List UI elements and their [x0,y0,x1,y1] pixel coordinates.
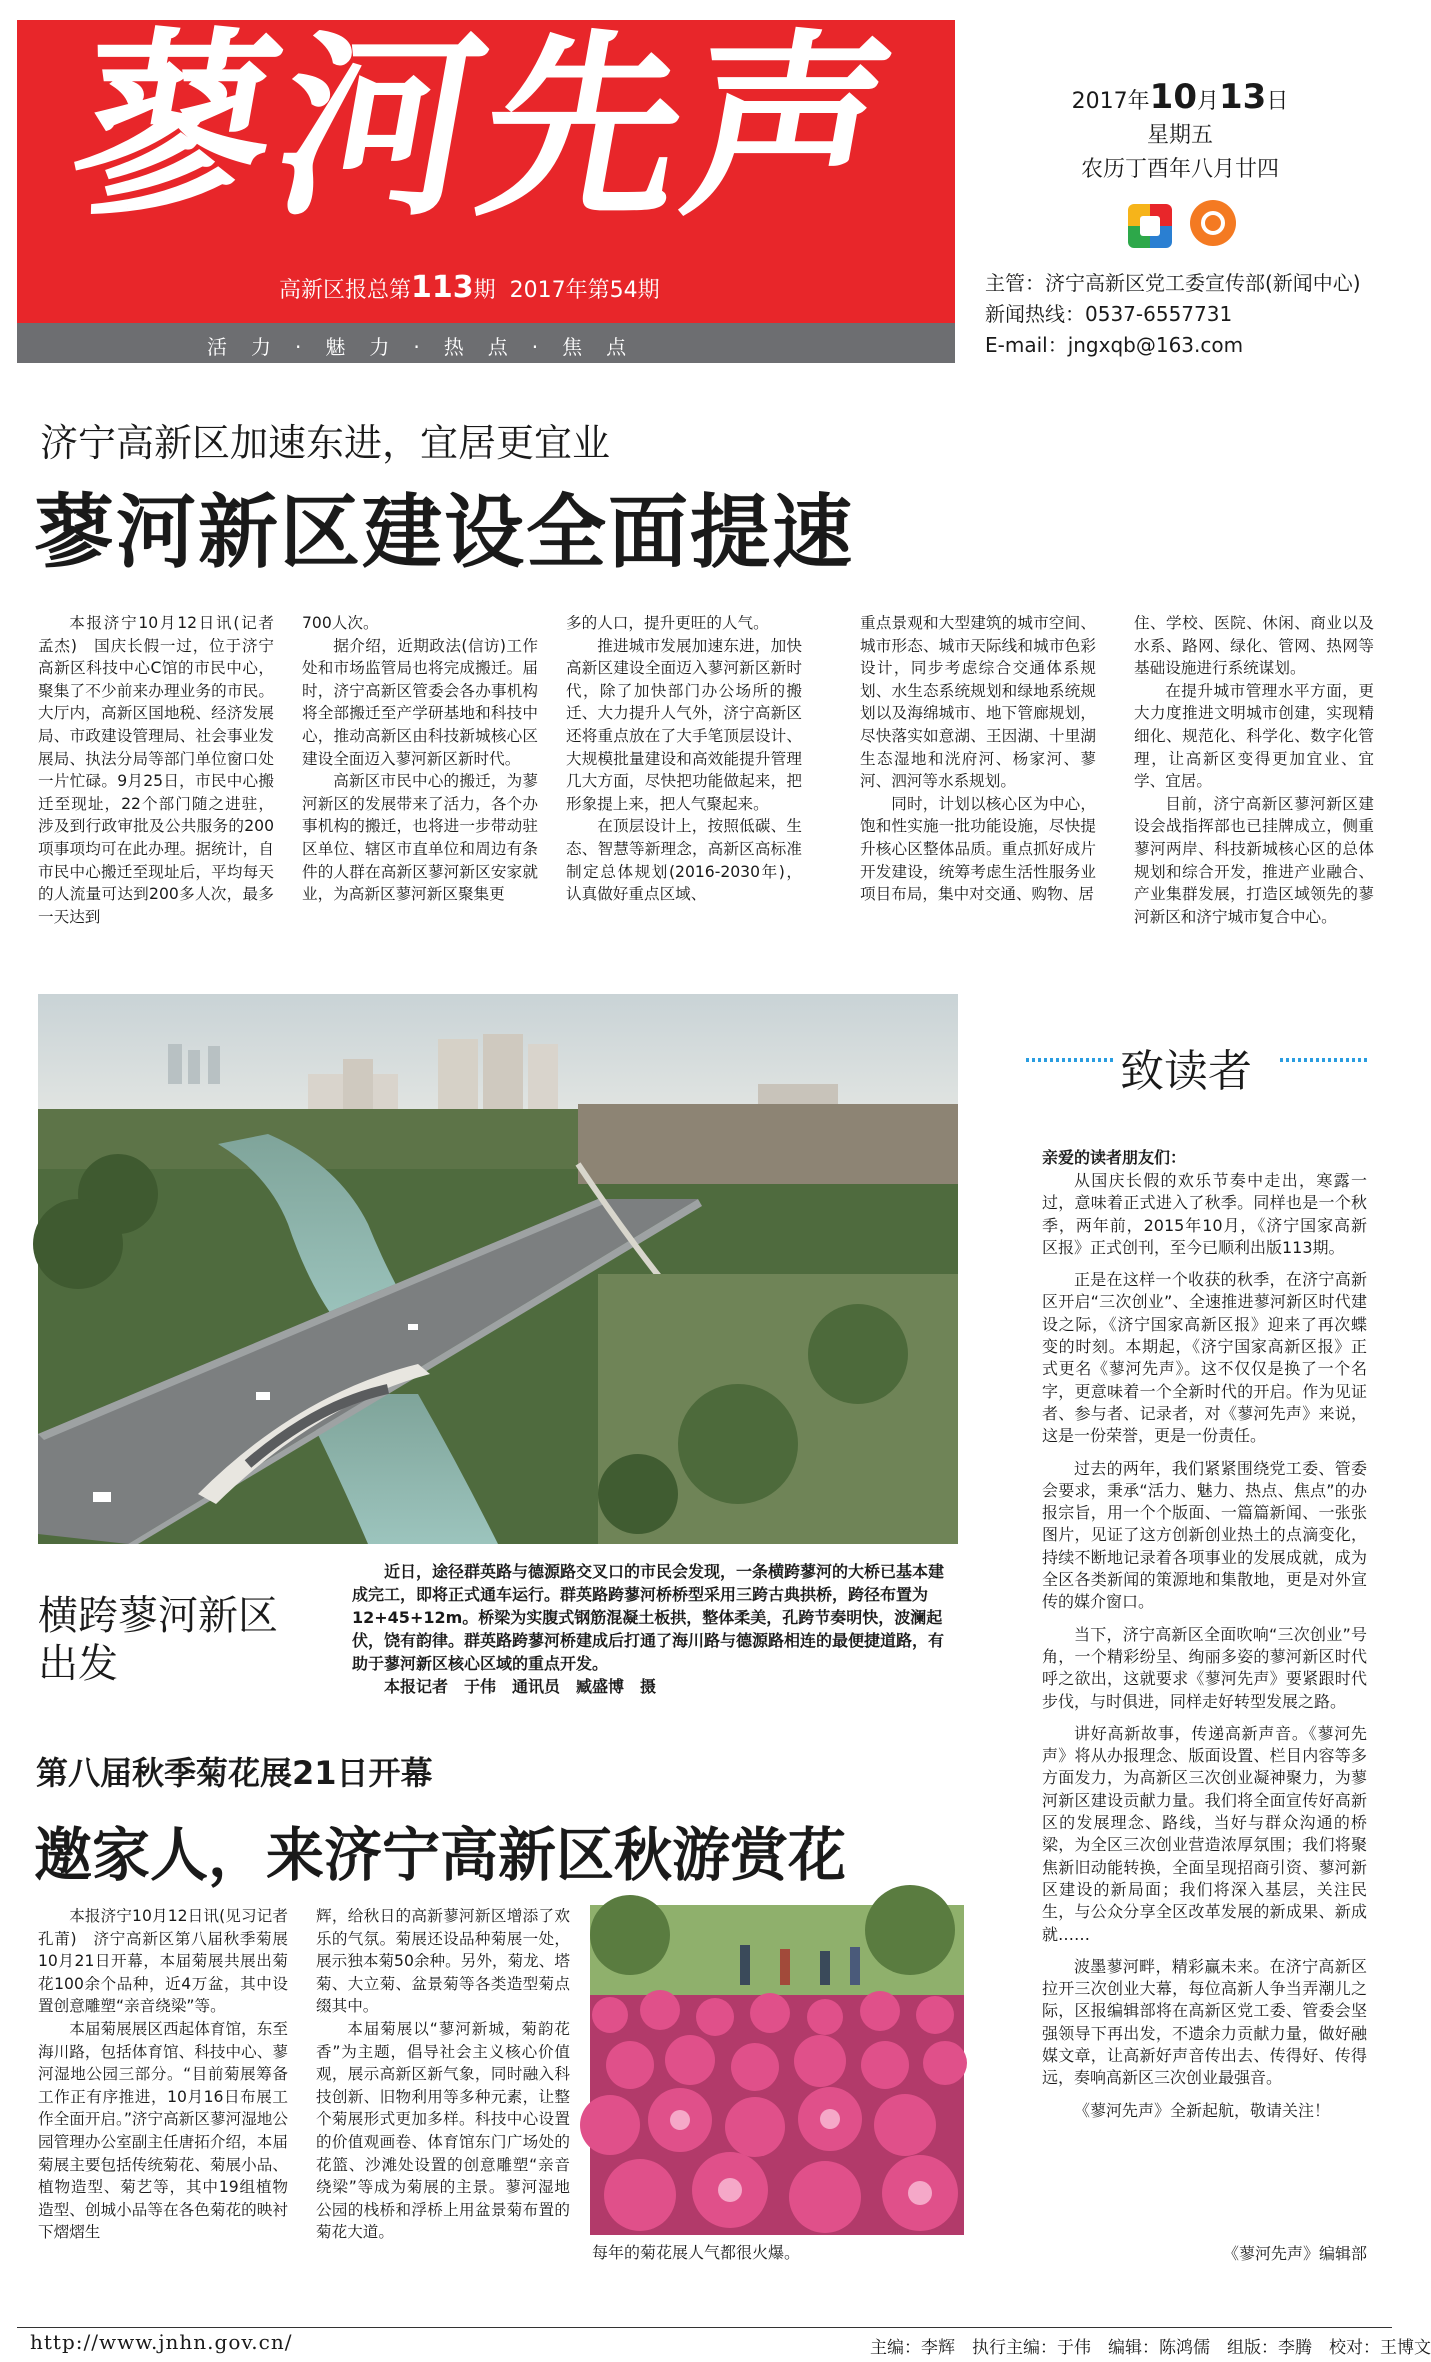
date-day-unit: 日 [1266,89,1289,114]
chrysanthemum-photo [590,1905,964,2235]
to-readers-greeting: 亲爱的读者朋友们： [1042,1148,1187,1167]
date-line [990,77,1370,119]
date-year: 2017年 [1071,89,1150,114]
sponsor: 主管：济宁高新区党工委宣传部(新闻中心) [985,271,1361,295]
issue-prefix: 高新区报总第 [279,278,412,303]
bridge-photo-credit: 本报记者 于伟 通讯员 臧盛博 摄 [384,1677,657,1696]
to-readers-p1: 从国庆长假的欢乐节奏中走出，寒露一过，意味着正式进入了秋季。同样也是一个秋季，两年前，2015年10月，《济宁国家高新区报》正式创刊，至今已顺利出版113期。 [1042,1171,1367,1257]
issue-number: 113 [411,270,474,305]
to-readers-p3: 过去的两年，我们紧紧围绕党工委、管委会要求，秉承“活力、魅力、热点、焦点”的办报宗旨，用一个个版面、一篇篇新闻、一张张图片，见证了这方创新创业热土的点滴变化，持续不断地记录着各项事业的发展成就，成为全区各类新闻的策源地和集散地，更是对外宣传的媒介窗口。 [1042,1458,1367,1612]
weekday: 星期五 [1146,123,1213,148]
lead-col2-text-a: 700人次。 [302,614,379,632]
masthead [17,10,955,363]
to-readers-p6: 波墨蓼河畔，精彩赢未来。在济宁高新区拉开三次创业大幕，每位高新人争当弄潮儿之际，区报编辑部将在高新区党工委、管委会坚强领导下再出发，不遗余力贡献力量，做好融媒文章，让高新好声音传出去、传得好、传得远，奏响高新区三次创业最强音。 [1042,1956,1367,2088]
lead-col2-text-c: 高新区市民中心的搬迁，为蓼河新区的发展带来了活力，各个办事机构的搬迁，也将进一步带动驻区单位、辖区市直单位和周边有条件的人群在高新区蓼河新区安家就业，为高新区蓼河新区聚集更 [302,772,538,904]
reader-title-dots-right [1280,1058,1370,1062]
lead-col2-text-b: 据介绍，近期政法(信访)工作处和市场监管局也将完成搬迁。届时，济宁高新区管委会各办事机构将全部搬迁至产学研基地和科技中心，推动高新区由科技新城核心区建设全面迈入蓼河新区新时代。 [302,636,538,768]
chrysanthemum-photo-art [590,1905,964,2235]
second-col1-text-b: 本届菊展展区西起体育馆，东至海川路，包括体育馆、科技中心、蓼河湿地公园三部分。“目前菊展筹备工作正有序推进，10月16日布展工作全面开启。”济宁高新区蓼河湿地公园管理办公室副主任唐拓介绍，本届菊展主要包括传统菊花、菊展小品、植物造型、菊艺等，其中19组植物造型、创城小品等在各色菊花的映衬下熠熠生 [38,2019,288,2242]
issue-suffix: 期 [473,278,496,303]
lead-col4-text-b: 同时，计划以核心区为中心，饱和性实施一批功能设施，尽快提升核心区整体品质。重点抓好成片开发建设，统筹考虑生活性服务业项目布局，集中对交通、购物、居 [860,794,1096,904]
second-headline: 邀家人，来济宁高新区秋游赏花 [34,1821,847,1889]
footer-website-link[interactable]: http://www.jnhn.gov.cn/ [30,2330,293,2354]
to-readers-p4: 当下，济宁高新区全面吹响“三次创业”号角，一个精彩纷呈、绚丽多姿的蓼河新区时代呼之欲出，这就要求《蓼河先声》要紧跟时代步伐，与时俱进，同样走好转型发展之路。 [1042,1624,1367,1711]
to-readers-p2: 正是在这样一个收获的秋季，在济宁高新区开启“三次创业”、全速推进蓼河新区时代建设之际，《济宁国家高新区报》迎来了再次蝶变的时刻。本期起，《济宁国家高新区报》正式更名《蓼河先声》。这不仅仅是换了一个名字，更意味着一个全新时代的开启。作为见证者、参与者、记录者，对《蓼河先声》来说，这是一份荣誉，更是一份责任。 [1042,1270,1367,1446]
lead-column-4 [860,612,1096,972]
bridge-photo-art [38,994,958,1544]
newspaper-title: 蓼河先声 [56,10,914,243]
to-readers-title: 致读者 [1120,1046,1252,1097]
media-logo-icon [1190,200,1236,246]
hitech-zone-logo-icon [1128,204,1172,248]
bridge-aerial-photo [38,994,958,1544]
contact-info [985,268,1361,361]
issue-line [279,270,660,305]
date-month-unit: 月 [1196,89,1219,114]
reader-title-dots-left [1026,1058,1116,1062]
to-readers-signature: 《蓼河先声》编辑部 [1222,2244,1367,2263]
motto-strip [17,323,955,363]
footer-editorial-staff: 主编：李辉 执行主编：于伟 编辑：陈鸿儒 组版：李腾 校对：王博文 [870,2338,1431,2358]
second-col2-text-a: 辉，给秋日的高新蓼河新区增添了欢乐的气氛。菊展还设品种菊展一处，展示独本菊50余种。另外，菊龙、塔菊、大立菊、盆景菊等各类造型菊点缀其中。 [316,1907,570,2016]
lead-col5-text-a: 住、学校、医院、休闲、商业以及水系、路网、绿化、管网、热网等基础设施进行系统谋划。 [1134,614,1374,678]
to-readers-body [1042,1170,1367,2230]
lead-kicker: 济宁高新区加速东进，宜居更宜业 [40,421,611,465]
lead-col3-text-a: 多的人口，提升更旺的人气。 [566,614,769,632]
dateline [990,77,1370,187]
second-col1-text-a: 本报济宁10月12日讯(见习记者 孔莆) 济宁高新区第八届秋季菊展10月21日开幕，本届菊展共展出菊花100余个品种，近4万盆，其中设置创意雕塑“亲音绕梁”等。 [38,1907,304,2016]
bridge-photo-caption [352,1560,958,1698]
logo-ring [1201,211,1225,235]
bridge-caption-text: 近日，途径群英路与德源路交叉口的市民会发现，一条横跨蓼河的大桥已基本建成完工，即将正式通车运行。群英路跨蓼河桥桥型采用三跨古典拱桥，跨径布置为12+45+12m。桥梁为实腹式钢筋混凝土板拱，整体柔美，孔跨节奏明快，波澜起伏，饶有韵律。群英路跨蓼河桥建成后打通了海川路与德源路相连的最便捷道路，有助于蓼河新区核心区域的重点开发。 [352,1562,945,1673]
lead-column-1 [38,612,290,972]
lead-headline: 蓼河新区建设全面提速 [34,486,854,579]
lead-col5-text-b: 在提升城市管理水平方面，更大力度推进文明城市创建，实现精细化、规范化、科学化、数字化管理，让高新区变得更加宜业、宜学、宜居。 [1134,681,1374,791]
logo-core [1140,216,1160,236]
footer-divider [17,2327,1392,2328]
date-day: 13 [1219,77,1267,117]
email: E-mail：jngxqb@163.com [985,333,1244,357]
second-kicker: 第八届秋季菊花展21日开幕 [36,1754,433,1792]
lead-column-5 [1134,612,1374,972]
photo-side-title: 横跨蓼河新区出发 [38,1593,278,1687]
motto: 活 力 · 魅 力 · 热 点 · 焦 点 [207,335,629,359]
second-column-2 [316,1905,570,2310]
lead-col3-text-c: 在顶层设计上，按照低碳、生态、智慧等新理念，高新区高标准制定总体规划(2016-2030年)，认真做好重点区域、 [566,817,802,904]
second-col2-text-b: 本届菊展以“蓼河新城，菊韵花香”为主题，倡导社会主义核心价值观，展示高新区新气象，同时融入科技创新、旧物利用等多种元素，让整个菊展形式更加多样。科技中心设置的价值观画卷、体育馆东门广场处的花篮、沙滩处设置的创意雕塑“亲音绕梁”等成为菊展的主景。蓼河湿地公园的栈桥和浮桥上用盆景菊布置的菊花大道。 [316,2019,570,2242]
lead-column-2 [302,612,538,972]
lead-column-3 [566,612,802,972]
chrysanthemum-photo-caption: 每年的菊花展人气都很火爆。 [592,2243,801,2262]
year-issue: 2017年第54期 [509,278,660,303]
date-month: 10 [1149,77,1197,117]
lead-col5-text-c: 目前，济宁高新区蓼河新区建设会战指挥部也已挂牌成立，侧重蓼河两岸、科技新城核心区的总体规划和综合开发，推进产业融合、产业集群发展，打造区域领先的蓼河新区和济宁城市复合中心。 [1134,794,1374,926]
lead-col4-text-a: 重点景观和大型建筑的城市空间、城市形态、城市天际线和城市色彩设计，同步考虑综合交通体系规划、水生态系统规划和绿地系统规划以及海绵城市、地下管廊规划，尽快落实如意湖、王因湖、十里湖生态湿地和洸府河、杨家河、蓼河、泗河等水系规划。 [860,614,1096,791]
lead-col3-text-b: 推进城市发展加速东进，加快高新区建设全面迈入蓼河新区新时代，除了加快部门办公场所的搬迁、大力提升人气外，济宁高新区还将重点放在了大手笔顶层设计、大规模批量建设和高效能提升管理几大方面，尽快把功能做起来，把形象提上来，把人气聚起来。 [566,636,802,813]
lunar-date: 农历丁酉年八月廿四 [1080,157,1279,182]
hotline: 新闻热线：0537-6557731 [985,302,1233,326]
to-readers-p5: 讲好高新故事，传递高新声音。《蓼河先声》将从办报理念、版面设置、栏目内容等多方面发力，为高新区三次创业凝神聚力，为蓼河新区建设贡献力量。我们将全面宣传好高新区的发展理念、路线，当好与群众沟通的桥梁，为全区三次创业营造浓厚氛围；我们将聚焦新旧动能转换，全面呈现招商引资、蓼河新区建设的新局面；我们将深入基层，关注民生，与公众分享全区改革发展的新成果、新成就…… [1042,1723,1367,1944]
lead-col1-text: 本报济宁10月12日讯(记者 孟杰) 国庆长假一过，位于济宁高新区科技中心C馆的市民中心，聚集了不少前来办理业务的市民。大厅内，高新区国地税、经济发展局、市政建设管理局、社会事业发展局、执法分局等部门单位窗口处一片忙碌。9月25日，市民中心搬迁至现址，22个部门随之进驻，涉及到行政审批及公共服务的200项事项均可在此办理。据统计，自市民中心搬迁至现址后，平均每天的人流量可达到200多人次，最多一天达到 [38,614,290,926]
to-readers-p7: 《蓼河先声》全新起航，敬请关注！ [1074,2100,1331,2120]
second-column-1 [38,1905,304,2310]
